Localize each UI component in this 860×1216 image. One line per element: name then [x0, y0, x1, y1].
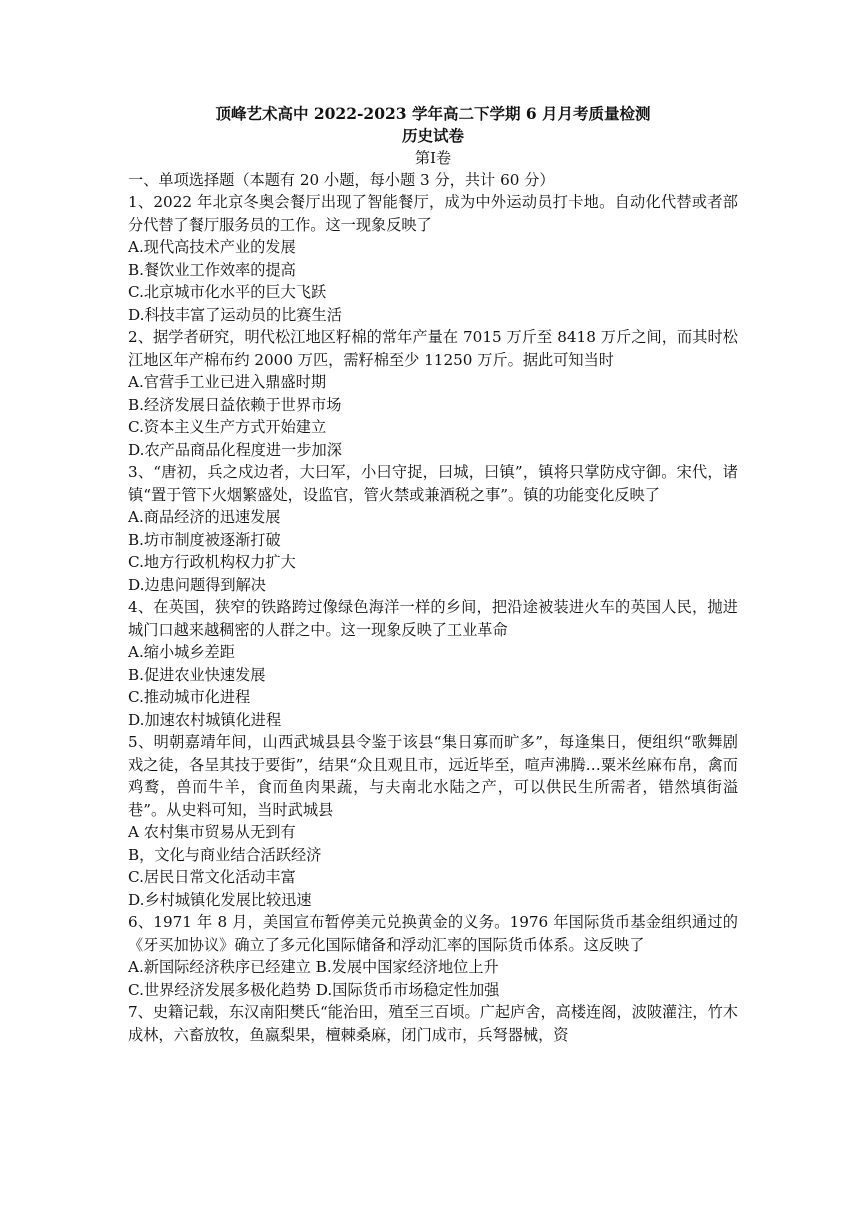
option-a: A.现代高技术产业的发展 — [128, 238, 296, 256]
option-a: A.缩小城乡差距 — [128, 643, 235, 661]
option-b: B.餐饮业工作效率的提高 — [128, 260, 296, 279]
question-1 — [128, 191, 738, 326]
option-c: C.推动城市化进程 — [128, 688, 251, 706]
option-b: B.经济发展日益依赖于世界市场 — [128, 395, 342, 414]
option-c: C.地方行政机构权力扩大 — [128, 553, 296, 571]
option-b: B，文化与商业结合活跃经济 — [128, 845, 322, 864]
option-d: D.科技丰富了运动员的比赛生活 — [128, 305, 342, 324]
question-5 — [128, 731, 738, 911]
question-3 — [128, 461, 738, 596]
question-stem: 4、在英国，狭窄的铁路跨过像绿色海洋一样的乡间，把沿途被装进火车的英国人民，抛进城门口越来越稠密的人群之中。这一现象反映了工业革命 — [128, 598, 738, 639]
option-a: A.官营手工业已进入鼎盛时期 — [128, 373, 327, 391]
section-heading: 一、单项选择题（本题有 20 小题，每小题 3 分，共计 60 分） — [128, 171, 555, 189]
option-a: A 农村集市贸易从无到有 — [128, 823, 296, 841]
question-2 — [128, 326, 738, 461]
option-c: C.资本主义生产方式开始建立 — [128, 418, 327, 436]
exam-volume: 第Ⅰ卷 — [414, 149, 452, 167]
exam-subject: 历史试卷 — [401, 126, 464, 145]
option-c: C.北京城市化水平的巨大飞跃 — [128, 283, 327, 301]
question-7 — [128, 1001, 738, 1046]
question-stem: 6、1971 年 8 月，美国宣布暂停美元兑换黄金的义务。1976 年国际货币基金组织通过的《牙买加协议》确立了多元化国际储备和浮动汇率的国际货币体系。这反映了 — [128, 913, 738, 954]
question-stem: 3、“唐初，兵之戍边者，大曰军，小曰守捉，曰城，曰镇”，镇将只掌防戍守御。宋代，诸镇“置于管下火烟繁盛处，设监官，管火禁或兼酒税之事”。镇的功能变化反映了 — [128, 463, 738, 504]
option-d: D.加速农村城镇化进程 — [128, 710, 282, 729]
exam-title: 顶峰艺术高中 2022-2023 学年高二下学期 6 月月考质量检测 — [215, 104, 651, 123]
question-stem: 2、据学者研究，明代松江地区籽棉的常年产量在 7015 万斤至 8418 万斤之间，而其时松江地区年产棉布约 2000 万匹，需籽棉至少 11250 万斤。据此可知当时 — [128, 328, 738, 369]
option-d: D.农产品商品化程度进一步加深 — [128, 440, 342, 459]
option-d: D.边患问题得到解决 — [128, 575, 266, 594]
option-c-d: C.世界经济发展多极化趋势 D.国际货币市场稳定性加强 — [128, 980, 500, 999]
option-b: B.坊市制度被逐渐打破 — [128, 530, 281, 549]
option-a-b: A.新国际经济秩序已经建立 B.发展中国家经济地位上升 — [128, 958, 499, 976]
option-d: D.乡村城镇化发展比较迅速 — [128, 890, 312, 909]
question-6 — [128, 911, 738, 1001]
option-b: B.促进农业快速发展 — [128, 665, 266, 684]
question-stem: 5、明朝嘉靖年间，山西武城县县令鉴于该县“集日寡而旷多”，每逢集日，便组织“歌舞剧戏之徒，各呈其技于要街”，结果“众且观且市，远近毕至，喧声沸腾…粟米丝麻布帛，禽而鸡鹜，兽而牛羊，食而鱼肉果蔬，与夫南北水陆之产，可以供民生所需者，错然填街溢巷”。从史料可知，当时武城县 — [128, 733, 738, 819]
option-c: C.居民日常文化活动丰富 — [128, 868, 296, 886]
question-stem: 7、史籍记载，东汉南阳樊氏“能治田，殖至三百顷。广起庐舍，高楼连阁，波陂灌注，竹木成林，六畜放牧，鱼嬴梨果，檀棘桑麻，闭门成市，兵弩器械，资 — [128, 1003, 738, 1044]
question-4 — [128, 596, 738, 731]
exam-content — [128, 103, 738, 1046]
option-a: A.商品经济的迅速发展 — [128, 508, 281, 526]
question-stem: 1、2022 年北京冬奥会餐厅出现了智能餐厅，成为中外运动员打卡地。自动化代替或者部分代替了餐厅服务员的工作。这一现象反映了 — [128, 193, 738, 234]
